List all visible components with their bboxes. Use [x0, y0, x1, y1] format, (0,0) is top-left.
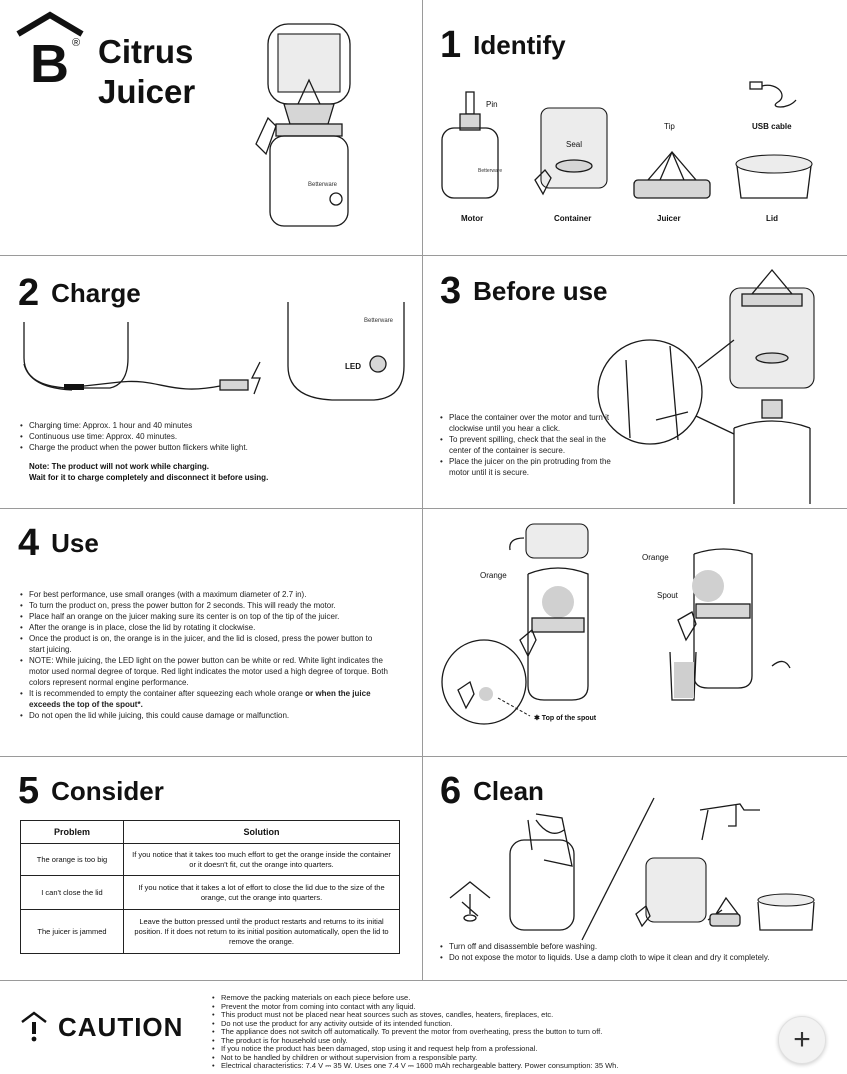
section-number: 1	[440, 24, 462, 66]
use-bullet: • For best performance, use small oranges (with a maximum diameter of 2.7 in).	[20, 589, 390, 600]
charge-note-line: Note: The product will not work while charging.	[29, 462, 210, 471]
brand-logo	[16, 12, 86, 94]
pin-callout: Pin	[486, 100, 498, 109]
use-bullet: • After the orange is in place, close the lid by rotating it clockwise.	[20, 622, 390, 633]
clean-bullet: • Turn off and disassemble before washing.	[440, 941, 830, 952]
problem-cell: The orange is too big	[21, 844, 124, 876]
row-divider-1	[0, 255, 847, 256]
section-number: 6	[440, 770, 462, 812]
caution-list	[212, 994, 772, 1071]
svg-text:Betterware: Betterware	[308, 182, 338, 188]
column-header: Problem	[21, 821, 124, 844]
section-charge-heading	[18, 274, 141, 312]
before-use-bullet: • To prevent spilling, check that the seal in the center of the container is secure.	[440, 434, 622, 456]
caution-title: CAUTION	[58, 1011, 184, 1042]
section-number: 3	[440, 270, 462, 312]
use-instructions	[20, 589, 390, 721]
assembly-illustration	[596, 268, 836, 504]
column-header: Solution	[124, 821, 400, 844]
use-bullet: • Place half an orange on the juicer making sure its center is on top of the tip of the juicer.	[20, 611, 390, 622]
svg-text:®: ®	[72, 37, 81, 49]
row-divider-3	[0, 756, 847, 757]
solution-cell: Leave the button pressed until the product restarts and returns to its initial position. If it does not return to its initial position automatically, open the lid to remove the orange.	[124, 910, 400, 954]
orange-callout: Orange	[642, 553, 669, 562]
table-row	[21, 844, 400, 876]
use-illustration	[438, 516, 838, 752]
charge-bullet: • Continuous use time: Approx. 40 minutes.	[20, 431, 400, 442]
svg-text:B: B	[30, 34, 69, 94]
use-bullet-text: It is recommended to empty the container after squeezing each whole orange	[29, 689, 306, 698]
clean-bullet: • Do not expose the motor to liquids. Use a damp cloth to wipe it clean and dry it completely.	[440, 952, 830, 963]
part-label-juicer: Juicer	[657, 214, 681, 223]
orange-callout: Orange	[480, 571, 507, 580]
seal-callout: Seal	[566, 140, 583, 149]
table-row	[21, 910, 400, 954]
container-illustration	[535, 108, 615, 198]
svg-text:Betterware: Betterware	[364, 318, 394, 324]
charge-instructions	[20, 420, 400, 453]
use-bullet	[20, 688, 390, 710]
before-use-bullet: • Place the juicer on the pin protruding from the motor until it is secure.	[440, 456, 622, 478]
top-of-spout-callout: ✱ Top of the spout	[534, 715, 597, 722]
product-title-line1: Citrus	[98, 33, 194, 70]
use-bullet: • NOTE: While juicing, the LED light on the power button can be white or red. White light indicates the motor used normal degree of torque. Red light indicates the motor used a high degree of torque. Both colors represent normal engine performance.	[20, 655, 390, 688]
clean-illustration	[440, 790, 830, 940]
caution-bullet: • Remove the packing materials on each piece before use.	[212, 994, 772, 1003]
caution-bullet: • Prevent the motor from coming into contact with any liquid.	[212, 1003, 772, 1012]
svg-text:Betterware: Betterware	[478, 168, 503, 174]
lid-illustration	[733, 154, 815, 202]
caution-bullet: • Not to be handled by children or without supervision from a responsible party.	[212, 1054, 772, 1063]
use-bullet-emphasis: or when the juice exceeds the top of the spout*.	[29, 689, 371, 709]
product-title	[98, 32, 195, 112]
charge-note	[29, 461, 268, 483]
motor-led-illustration	[284, 302, 414, 406]
product-title-line2: Juicer	[98, 73, 196, 110]
tip-callout: Tip	[664, 122, 675, 131]
row-divider-2	[0, 508, 847, 509]
caution-bullet: • If you notice the product has been damaged, stop using it and request help from a professional.	[212, 1045, 772, 1054]
charging-port-illustration	[20, 322, 280, 402]
section-title: Clean	[473, 775, 544, 806]
section-identify-heading	[440, 26, 566, 64]
troubleshooting-table	[20, 820, 400, 954]
row-divider-4	[0, 980, 847, 981]
usb-cable-icon	[748, 78, 800, 112]
section-title: Charge	[51, 277, 141, 308]
problem-cell: The juicer is jammed	[21, 910, 124, 954]
caution-heading	[20, 1010, 183, 1044]
use-bullet: • To turn the product on, press the power button for 2 seconds. This will ready the motor.	[20, 600, 390, 611]
before-use-bullet: • Place the container over the motor and turn it clockwise until you hear a click.	[440, 412, 622, 434]
section-use-heading	[18, 524, 99, 562]
part-label-lid: Lid	[766, 214, 778, 223]
caution-bullet: • The appliance does not switch off automatically. To prevent the motor from overheating, press the button to turn off.	[212, 1028, 772, 1037]
use-bullet: • Once the product is on, the orange is in the juicer, and the lid is closed, press the power button to start juicing.	[20, 633, 390, 655]
caution-bullet: • Electrical characteristics: 7.4 V ⎓ 35 W. Uses one 7.4 V ⎓ 1600 mAh rechargeable battery. Power consumption: 35 Wh.	[212, 1062, 772, 1071]
section-title: Identify	[473, 29, 566, 60]
use-bullet: • Do not open the lid while juicing, this could cause damage or malfunction.	[20, 710, 390, 721]
section-number: 2	[18, 272, 40, 314]
part-label-container: Container	[554, 214, 592, 223]
charge-bullet: • Charging time: Approx. 1 hour and 40 minutes	[20, 420, 400, 431]
clean-instructions	[440, 941, 830, 963]
charge-note-line: Wait for it to charge completely and disconnect it before using.	[29, 473, 269, 482]
section-consider-heading	[18, 772, 164, 810]
spout-callout: Spout	[657, 591, 678, 600]
led-label: LED	[345, 362, 361, 371]
caution-bullet: • This product must not be placed near heat sources such as stoves, candles, heaters, fireplaces, etc.	[212, 1011, 772, 1020]
zoom-in-button[interactable]: +	[778, 1016, 826, 1064]
section-number: 5	[18, 770, 40, 812]
caution-house-icon	[20, 1010, 48, 1044]
table-header-row	[21, 821, 400, 844]
problem-cell: I can't close the lid	[21, 876, 124, 910]
juicer-hero-illustration	[248, 14, 368, 234]
table-row	[21, 876, 400, 910]
section-title: Use	[51, 527, 99, 558]
solution-cell: If you notice that it takes a lot of effort to close the lid due to the size of the orange, cut the orange into quarters.	[124, 876, 400, 910]
charge-bullet: • Charge the product when the power button flickers white light.	[20, 442, 400, 453]
section-before-use-heading	[440, 272, 608, 310]
part-label-motor: Motor	[461, 214, 484, 223]
section-number: 4	[18, 522, 40, 564]
section-title: Before use	[473, 275, 608, 306]
juicer-cone-illustration	[630, 150, 715, 202]
usb-cable-label: USB cable	[752, 122, 792, 131]
caution-bullet: • The product is for household use only.	[212, 1037, 772, 1046]
solution-cell: If you notice that it takes too much effort to get the orange inside the container or it doesn't fit, cut the orange into quarters.	[124, 844, 400, 876]
section-title: Consider	[51, 775, 164, 806]
column-divider	[422, 0, 423, 980]
caution-bullet: • Do not use the product for any activity outside of its intended function.	[212, 1020, 772, 1029]
before-use-instructions	[440, 412, 622, 478]
